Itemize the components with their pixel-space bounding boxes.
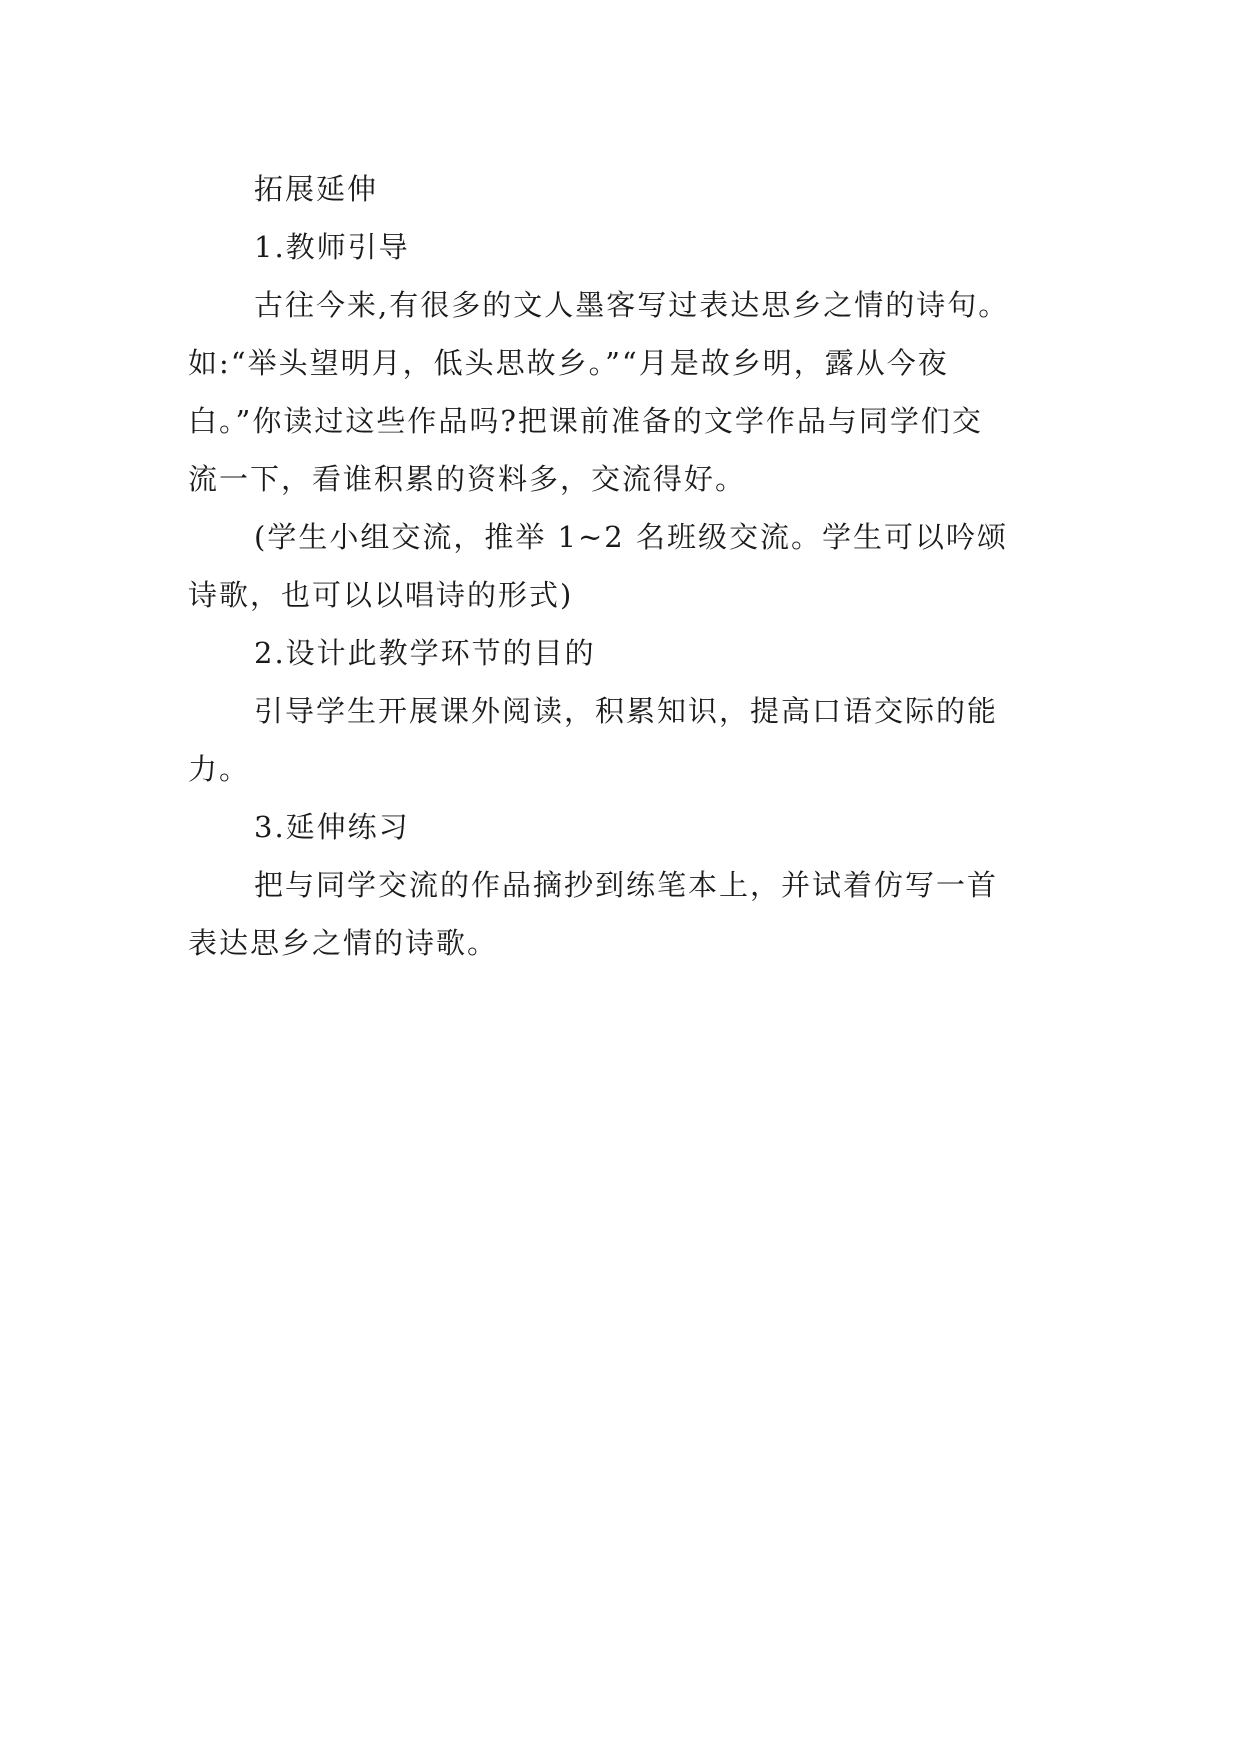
document-body [188, 160, 1088, 972]
paragraph-line: 古往今来,有很多的文人墨客写过表达思乡之情的诗句。 [254, 288, 1010, 322]
paragraph-line: 如:“举头望明月，低头思故乡。”“月是故乡明，露从今夜 [188, 346, 949, 380]
paragraph-line: 流一下，看谁积累的资料多，交流得好。 [188, 462, 747, 496]
subheading-teacher-guidance: 1.教师引导 [254, 230, 410, 264]
paragraph-line: 引导学生开展课外阅读，积累知识，提高口语交际的能 [254, 694, 999, 728]
paragraph-line: (学生小组交流，推举 1~2 名班级交流。学生可以吟颂 [254, 520, 1008, 554]
subheading-extension-exercise: 3.延伸练习 [254, 810, 410, 844]
paragraph-line: 诗歌，也可以以唱诗的形式) [188, 578, 574, 612]
subheading-design-purpose: 2.设计此教学环节的目的 [254, 636, 596, 670]
section-heading-extension: 拓展延伸 [254, 172, 379, 206]
paragraph-line: 把与同学交流的作品摘抄到练笔本上，并试着仿写一首 [254, 868, 999, 902]
paragraph-line: 力。 [188, 752, 251, 786]
paragraph-line: 表达思乡之情的诗歌。 [188, 926, 499, 960]
paragraph-line: 白。”你读过这些作品吗?把课前准备的文学作品与同学们交 [188, 404, 983, 438]
